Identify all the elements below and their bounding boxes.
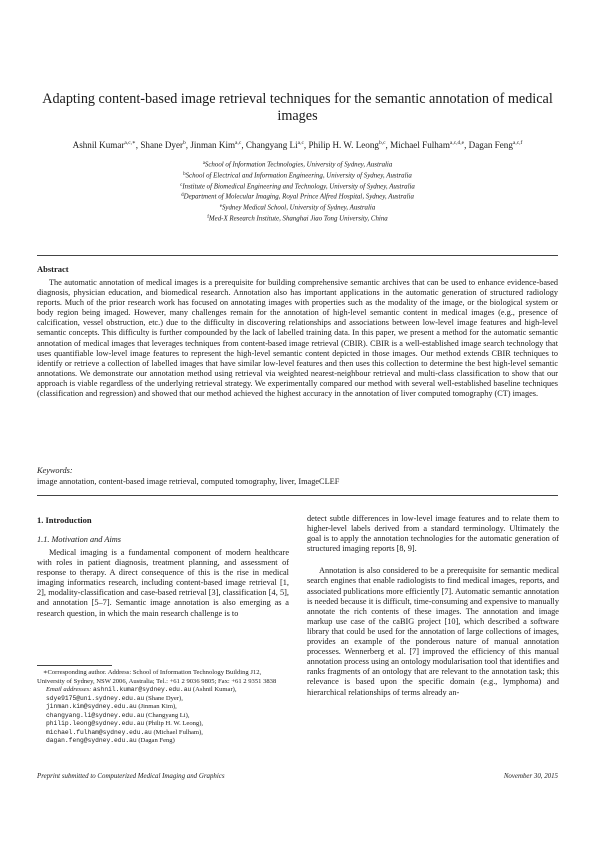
email-entry [46,737,289,746]
email-address[interactable]: philip.leong@sydney.edu.au [46,720,145,727]
email-address[interactable]: sdye9175@uni.sydney.edu.au [46,694,145,702]
email-address[interactable]: changyang.li@sydney.edu.au [46,711,145,719]
email-entry [46,729,289,738]
author-name: Ashnil Kumar [72,140,125,150]
author-name: Jinman Kim [190,140,236,150]
affiliation-line [60,181,535,192]
author-list [30,138,565,151]
author-separator: , [385,140,391,150]
affiliation-line [60,159,535,170]
intro-paragraph-right-1: detect subtle differences in low-level image features and to relate them to higher-level labels derived from a standard terminology. Ultimately the goal is to apply the annotation technologies for the automatic generation of structured imaging reports [8, 9]. [307,514,559,554]
author-affil-marker: a,c,∗ [124,140,136,146]
author-name: Shane Dyer [140,140,184,150]
email-owner: (Ashnil Kumar), [192,686,237,693]
author-name: Michael Fulham [390,140,450,150]
intro-paragraph-left: Medical imaging is a fundamental component of modern healthcare with roles in patient diagnosis, treatment planning, and assessment of response to therapy. A direct consequence of this is the rise in medical imaging informatics research, including content-based image retrieval [1, 2], modality-classification and case-based retrieval [3], classification [4, 5], and annotation [5–7]. Semantic image annotation is also emerging as a research question, in which the main research challenge is to [37,548,289,618]
author-affil-marker: a,c [235,140,242,146]
affiliation-marker: b [183,171,186,177]
email-owner: (Shane Dyer), [145,694,183,702]
author-separator: , [241,140,246,150]
author-name: Philip H. W. Leong [308,140,379,150]
affiliation-text: School of Information Technologies, University of Sydney, Australia [204,161,393,169]
email-owner: (Changyang Li), [145,711,190,719]
author-name: Dagan Feng [468,140,513,150]
subsection-heading: 1.1. Motivation and Aims [37,535,121,544]
top-rule [37,255,558,256]
email-list [37,686,289,746]
email-owner: (Jinman Kim), [138,703,177,710]
affiliation-line [60,170,535,181]
author-name: Changyang Li [245,140,298,150]
email-owner: (Philip H. W. Leong), [145,720,204,727]
footnote-rule [37,665,112,666]
corresponding-author-note: ∗Corresponding author. Address: School of Information Technology Building J12, University of Sydney, NSW 2006, Australia; Tel.: +61 2 9036 9805; Fax: +61 2 9351 3838 [37,669,277,685]
author-affil-marker: a,c,d,e [449,140,465,146]
affiliation-text: Institute of Biomedical Engineering and Technology, University of Sydney, Australia [182,183,415,191]
keywords-text: image annotation, content-based image retrieval, computed tomography, liver, ImageCLEF [37,477,340,486]
email-entry [46,703,289,712]
affiliation-text: Department of Molecular Imaging, Royal Prince Alfred Hospital, Sydney, Australia [183,193,414,201]
affiliation-marker: f [207,214,209,220]
affiliation-marker: d [181,193,184,199]
affiliation-text: School of Electrical and Information Engineering, University of Sydney, Australia [185,172,412,180]
email-owner: (Michael Fulham), [153,728,203,736]
author-separator: , [185,140,191,150]
affiliation-line [60,202,535,213]
email-entry [46,695,289,704]
affiliation-text: Med-X Research Institute, Shanghai Jiao Tong University, China [208,215,388,223]
email-address[interactable]: ashnil.kumar@sydney.edu.au [93,686,192,693]
intro-paragraph-right-2: Annotation is also considered to be a prerequisite for semantic medical search engines that enable radiologists to find medical images, reports, and associated publications more efficiently [7]. Automatic semantic annotation is needed because it is difficult, time-consuming and expensive to manually annotate the rich contents of these images. The annotation and image markup use case of the caBIG project [10], which described a software library that could be used for the annotation of large collections of images, provides an example of the ponderous nature of manual annotation processes. Wennerberg et al. [7] improved the efficiency of this manual annotation process using an ontology modularisation tool that identifies and ranks fragments of an ontology that are relevant to the annotation task; this relevance is based upon the specific domain (e.g., lymphoma) and hierarchical relationships of terms already an- [307,566,559,697]
abstract-text: The automatic annotation of medical images is a prerequisite for building comprehensive semantic archives that can be used to enhance evidence-based diagnosis, physician education, and biomedical research. Annotation also has important applications in the automatic generation of structured radiology reports. Much of the prior research work has focused on annotating images with properties such as the modality of the image, or the biological system or body region being imaged. However, many challenges remain for the annotation of high-level semantic content in medical images (e.g., presence of calcification, vessel obstruction, etc.) due to the difficulty in discovering relationships and associations between low-level image features and high-level semantic concepts. This difficulty is further compounded by the lack of labelled training data. In this paper, we present a method for the automatic semantic annotation of medical images that leverages techniques from content-based image retrieval (CBIR). CBIR is a well-established image search technology that uses quantifiable low-level image features to represent the high-level semantic content depicted in those images. Our method extends CBIR techniques to identify or retrieve a collection of labelled images that have similar low-level features and then uses this collection to determine the best high-level semantic annotations. We demonstrate our annotation method using retrieval via weighted nearest-neighbour retrieval and multi-class classification to show that our approach is viable regardless of the underlying retrieval strategy. We experimentally compared our method with several well-established baseline techniques (classification and regression) and showed that our method achieved the highest accuracy in the annotation of liver computed tomography (CT) images. [37,278,558,399]
email-owner: (Dagan Feng) [138,737,175,744]
affiliation-list [60,159,535,224]
email-address[interactable]: michael.fulham@sydney.edu.au [46,728,152,736]
email-label: Email addresses: [46,686,92,693]
journal-note: Preprint submitted to Computerized Medical Imaging and Graphics [37,773,225,780]
author-separator: , [135,140,141,150]
author-affil-marker: b,c [378,140,386,146]
affiliation-line [60,213,535,224]
keywords-heading: Keywords: [37,466,73,475]
author-affil-marker: a,c,f [512,140,523,146]
author-affil-marker: b [183,140,186,146]
author-affil-marker: a,c [297,140,304,146]
email-address[interactable]: dagan.feng@sydney.edu.au [46,737,137,744]
bottom-rule [37,495,558,496]
footnote [37,669,289,746]
author-separator: , [464,140,469,150]
right-column [307,514,559,698]
abstract-heading: Abstract [37,264,69,274]
paper-title: Adapting content-based image retrieval techniques for the semantic annotation of medical images [42,91,553,124]
email-entry [93,686,237,693]
email-address[interactable]: jinman.kim@sydney.edu.au [46,703,137,710]
email-entry [46,712,289,721]
date-note: November 30, 2015 [503,773,558,780]
affiliation-marker: e [219,204,222,210]
affiliation-line [60,191,535,202]
section-heading: 1. Introduction [37,515,92,525]
affiliation-marker: a [202,161,205,166]
affiliation-marker: c [180,182,183,188]
author-separator: , [303,140,309,150]
email-entry [46,720,289,729]
affiliation-text: Sydney Medical School, University of Sydney, Australia [221,204,376,212]
